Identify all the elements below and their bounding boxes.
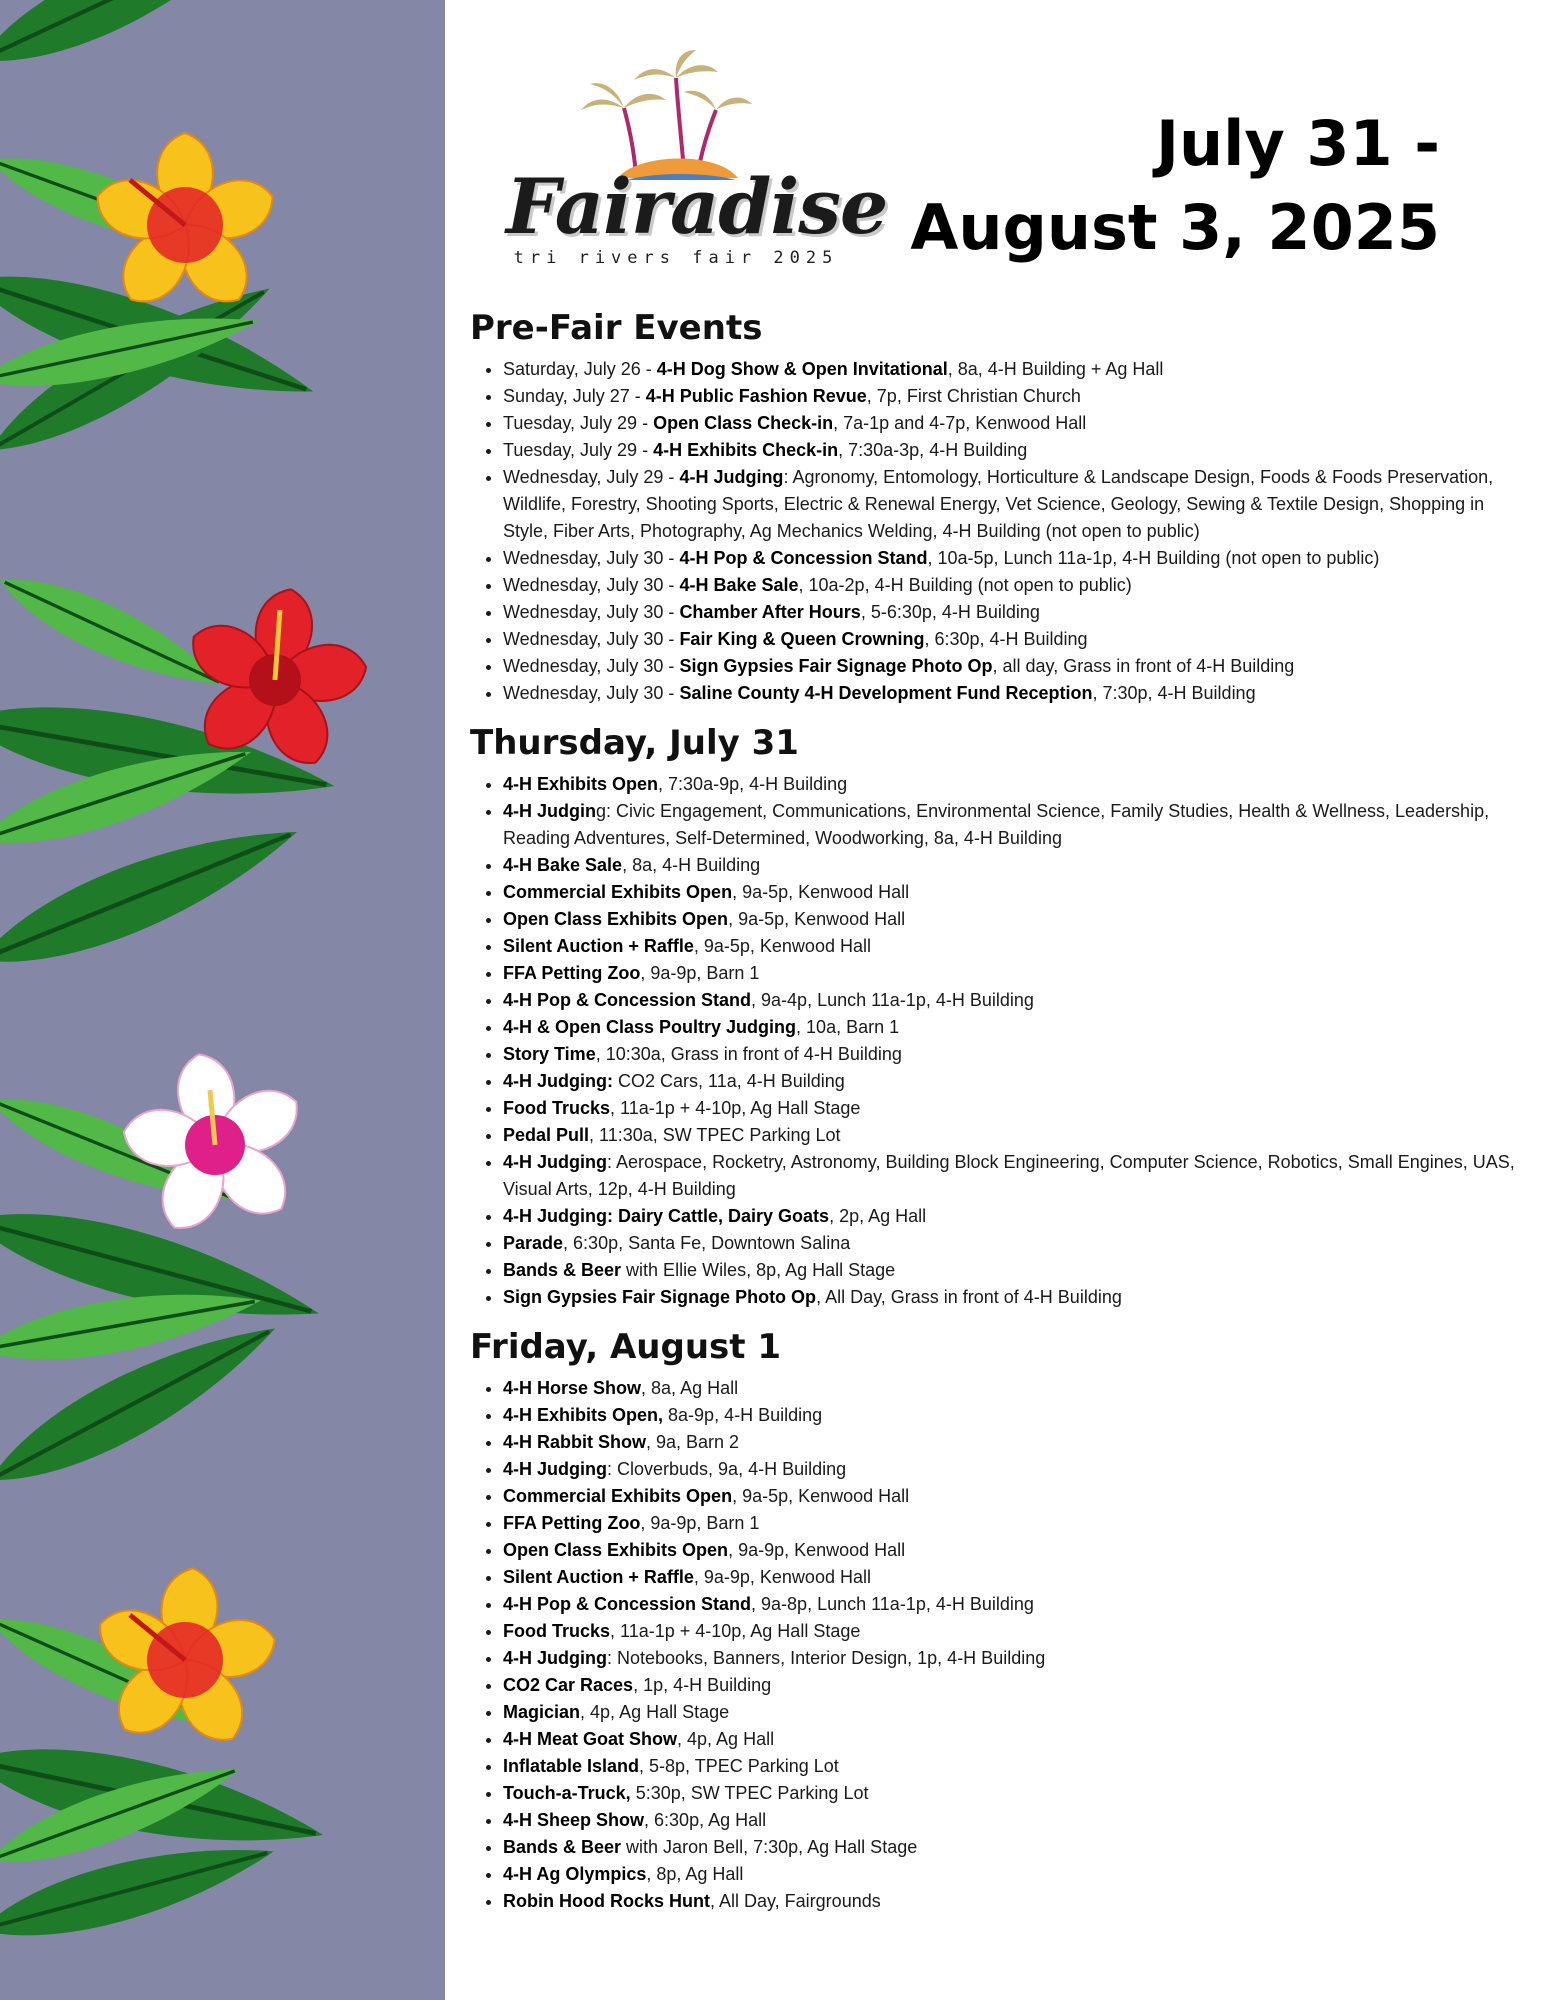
event-name: Commercial Exhibits Open (503, 882, 733, 902)
event-item (503, 1699, 1530, 1726)
event-name: 4-H Judging: Dairy Cattle, Dairy Goats (503, 1206, 830, 1226)
event-details: , 9a-8p, Lunch 11a-1p, 4-H Building (751, 1594, 1034, 1614)
event-details: , 9a, Barn 2 (646, 1432, 740, 1452)
event-name: CO2 Car Races (503, 1675, 634, 1695)
event-details: , 9a-5p, Kenwood Hall (693, 936, 871, 956)
event-name: 4-H Pop & Concession Stand (503, 990, 752, 1010)
event-name: 4-H Sheep Show (503, 1810, 645, 1830)
event-details: , 9a-9p, Barn 1 (640, 963, 760, 983)
schedule (470, 302, 1530, 1925)
event-details: , 7p, First Christian Church (866, 386, 1081, 406)
event-item (503, 1257, 1530, 1284)
event-name: Food Trucks (503, 1098, 611, 1118)
event-details: , 8a, Ag Hall (641, 1378, 739, 1398)
event-name: 4-H & Open Class Poultry Judging (503, 1017, 797, 1037)
event-item (503, 771, 1530, 798)
event-name: 4-H Exhibits Check-in (653, 440, 839, 460)
event-item (503, 356, 1530, 383)
event-item (503, 1834, 1530, 1861)
event-item (503, 1888, 1530, 1915)
main-content (470, 0, 1530, 2000)
event-item (503, 1041, 1530, 1068)
event-details: , 7:30a-9p, 4-H Building (658, 774, 848, 794)
event-name: Fair King & Queen Crowning (679, 629, 925, 649)
event-details: , 6:30p, Santa Fe, Downtown Salina (563, 1233, 851, 1253)
event-item (503, 1807, 1530, 1834)
event-item (503, 1122, 1530, 1149)
event-item (503, 1780, 1530, 1807)
schedule-section (470, 717, 1530, 1311)
event-item (503, 680, 1530, 707)
event-date: Tuesday, July 29 - (503, 440, 654, 460)
event-name: 4-H Judgin (503, 801, 596, 821)
event-name: Robin Hood Rocks Hunt (503, 1891, 710, 1911)
event-item (503, 626, 1530, 653)
event-name: 4-H Exhibits Open, (503, 1405, 664, 1425)
event-item (503, 1537, 1530, 1564)
event-details: , 9a-5p, Kenwood Hall (732, 1486, 910, 1506)
event-details: , 8a, 4-H Building + Ag Hall (947, 359, 1164, 379)
event-item (503, 1203, 1530, 1230)
event-name: Pedal Pull (503, 1125, 590, 1145)
event-item (503, 1429, 1530, 1456)
yellow-hibiscus-icon (89, 133, 281, 316)
event-name: 4-H Dog Show & Open Invitational (656, 359, 948, 379)
event-details: , All Day, Grass in front of 4-H Building (816, 1287, 1122, 1307)
event-details: , 5-6:30p, 4-H Building (860, 602, 1040, 622)
event-details: , 9a-5p, Kenwood Hall (732, 882, 910, 902)
event-name: Inflatable Island (503, 1756, 640, 1776)
event-details: , 2p, Ag Hall (829, 1206, 927, 1226)
event-details: , all day, Grass in front of 4-H Building (992, 656, 1295, 676)
event-name: Silent Auction + Raffle (503, 1567, 694, 1587)
event-item (503, 1861, 1530, 1888)
event-item (503, 1753, 1530, 1780)
event-date: Wednesday, July 30 - (503, 629, 680, 649)
event-details: , 7a-1p and 4-7p, Kenwood Hall (833, 413, 1087, 433)
event-name: 4-H Bake Sale (679, 575, 799, 595)
event-details: : Agronomy, Entomology, Horticulture & Landscape Design, Foods & Foods Preservation, Wildlife, Forestry, Shooting Sports, Electric & Renewal Energy, Vet Science, Geology, Sewing & Textile Design, Shopping in Style, Fiber Arts, Photography, Ag Mechanics Welding, 4-H Building (not open to public) (503, 467, 1494, 541)
event-item (503, 464, 1530, 545)
event-details: 5:30p, SW TPEC Parking Lot (630, 1783, 869, 1803)
event-name: 4-H Pop & Concession Stand (503, 1594, 752, 1614)
event-item (503, 383, 1530, 410)
date-line-1: July 31 - (1155, 107, 1440, 180)
event-item (503, 653, 1530, 680)
event-item (503, 906, 1530, 933)
event-name: 4-H Judging (503, 1152, 607, 1172)
event-details: , 8a, 4-H Building (622, 855, 761, 875)
event-item (503, 1456, 1530, 1483)
event-name: Silent Auction + Raffle (503, 936, 694, 956)
event-details: g: Civic Engagement, Communications, Environmental Science, Family Studies, Health & Wellness, Leadership, Reading Adventures, Self-Determined, Woodworking, 8a, 4-H Building (503, 801, 1490, 848)
event-item (503, 852, 1530, 879)
event-name: Open Class Check-in (653, 413, 834, 433)
event-details: , 11a-1p + 4-10p, Ag Hall Stage (610, 1098, 861, 1118)
event-date: Tuesday, July 29 - (503, 413, 654, 433)
event-details: , 9a-9p, Kenwood Hall (728, 1540, 906, 1560)
event-item (503, 1230, 1530, 1257)
event-details: CO2 Cars, 11a, 4-H Building (613, 1071, 845, 1091)
event-details: , 10a, Barn 1 (796, 1017, 900, 1037)
event-list (470, 356, 1530, 707)
event-name: Bands & Beer (503, 1260, 622, 1280)
event-date: Wednesday, July 30 - (503, 602, 680, 622)
event-item (503, 1014, 1530, 1041)
event-details: , 6:30p, Ag Hall (644, 1810, 767, 1830)
event-date: Wednesday, July 30 - (503, 656, 680, 676)
event-details: , 9a-9p, Kenwood Hall (693, 1567, 871, 1587)
event-details: , 6:30p, 4-H Building (924, 629, 1088, 649)
event-name: Chamber After Hours (679, 602, 861, 622)
event-item (503, 1284, 1530, 1311)
schedule-section (470, 1321, 1530, 1915)
event-date: Saturday, July 26 - (503, 359, 657, 379)
event-item (503, 1483, 1530, 1510)
event-name: Bands & Beer (503, 1837, 622, 1857)
event-name: 4-H Judging: (503, 1071, 613, 1091)
event-item (503, 1726, 1530, 1753)
event-details: , 9a-5p, Kenwood Hall (728, 909, 906, 929)
event-details: , 5-8p, TPEC Parking Lot (639, 1756, 839, 1776)
event-item (503, 1149, 1530, 1203)
event-dates (910, 102, 1440, 270)
event-item (503, 1375, 1530, 1402)
event-name: Food Trucks (503, 1621, 611, 1641)
event-item (503, 1510, 1530, 1537)
event-list (470, 1375, 1530, 1915)
event-item (503, 599, 1530, 626)
event-item (503, 1618, 1530, 1645)
palm-island-icon (506, 50, 846, 180)
event-date: Wednesday, July 30 - (503, 548, 680, 568)
event-details: , 4p, Ag Hall Stage (580, 1702, 730, 1722)
event-item (503, 1095, 1530, 1122)
event-name: Open Class Exhibits Open (503, 909, 729, 929)
section-heading: Friday, August 1 (470, 1327, 782, 1367)
event-item (503, 437, 1530, 464)
yellow-hibiscus-icon (89, 1566, 280, 1753)
event-details: , 11a-1p + 4-10p, Ag Hall Stage (610, 1621, 861, 1641)
event-name: Story Time (503, 1044, 596, 1064)
event-item (503, 960, 1530, 987)
event-details: , 7:30a-3p, 4-H Building (838, 440, 1028, 460)
event-details: , 10:30a, Grass in front of 4-H Building (595, 1044, 902, 1064)
section-heading: Thursday, July 31 (470, 723, 799, 763)
event-details: , All Day, Fairgrounds (709, 1891, 881, 1911)
event-name: 4-H Rabbit Show (503, 1432, 646, 1452)
event-name: 4-H Judging (503, 1648, 607, 1668)
event-details: : Notebooks, Banners, Interior Design, 1p, 4-H Building (607, 1648, 1046, 1668)
section-heading: Pre-Fair Events (470, 308, 763, 348)
event-list (470, 771, 1530, 1311)
event-item (503, 410, 1530, 437)
event-name: 4-H Judging (503, 1459, 607, 1479)
logo-title: Fairadise (506, 162, 888, 251)
event-name: FFA Petting Zoo (503, 1513, 641, 1533)
date-line-2: August 3, 2025 (910, 191, 1440, 264)
schedule-section (470, 302, 1530, 707)
event-details: , 11:30a, SW TPEC Parking Lot (589, 1125, 841, 1145)
event-name: Touch-a-Truck, (503, 1783, 631, 1803)
logo-tagline: tri rivers fair 2025 (513, 248, 839, 268)
event-item (503, 1402, 1530, 1429)
event-name: 4-H Bake Sale (503, 855, 623, 875)
event-details: : Aerospace, Rocketry, Astronomy, Building Block Engineering, Computer Science, Robotics, Small Engines, UAS, Visual Arts, 12p, 4-H Building (503, 1152, 1515, 1199)
event-details: , 8p, Ag Hall (646, 1864, 744, 1884)
event-name: Magician (503, 1702, 581, 1722)
event-details: , 9a-4p, Lunch 11a-1p, 4-H Building (751, 990, 1034, 1010)
event-name: 4-H Ag Olympics (503, 1864, 647, 1884)
event-name: 4-H Pop & Concession Stand (679, 548, 928, 568)
event-details: , 1p, 4-H Building (633, 1675, 772, 1695)
event-item (503, 1591, 1530, 1618)
event-details: with Ellie Wiles, 8p, Ag Hall Stage (621, 1260, 896, 1280)
event-item (503, 1672, 1530, 1699)
event-name: Open Class Exhibits Open (503, 1540, 729, 1560)
tropical-leaves-illustration (0, 0, 445, 2000)
event-details: , 10a-5p, Lunch 11a-1p, 4-H Building (not open to public) (927, 548, 1380, 568)
event-item (503, 798, 1530, 852)
event-date: Wednesday, July 30 - (503, 683, 680, 703)
event-item (503, 987, 1530, 1014)
event-item (503, 1068, 1530, 1095)
event-name: 4-H Meat Goat Show (503, 1729, 678, 1749)
event-item (503, 1564, 1530, 1591)
event-name: 4-H Horse Show (503, 1378, 642, 1398)
event-details: , 4p, Ag Hall (677, 1729, 775, 1749)
event-date: Wednesday, July 29 - (503, 467, 680, 487)
event-name: FFA Petting Zoo (503, 963, 641, 983)
event-date: Wednesday, July 30 - (503, 575, 680, 595)
event-name: 4-H Judging (679, 467, 784, 487)
event-name: 4-H Exhibits Open (503, 774, 659, 794)
event-item (503, 933, 1530, 960)
event-name: 4-H Public Fashion Revue (645, 386, 867, 406)
event-item (503, 545, 1530, 572)
tropical-sidebar (0, 0, 445, 2000)
event-item (503, 572, 1530, 599)
event-details: with Jaron Bell, 7:30p, Ag Hall Stage (621, 1837, 918, 1857)
fairadise-logo (506, 50, 888, 280)
event-name: Saline County 4-H Development Fund Reception (679, 683, 1093, 703)
event-item (503, 1645, 1530, 1672)
pink-hibiscus-icon (120, 1050, 309, 1240)
event-name: Commercial Exhibits Open (503, 1486, 733, 1506)
event-details: 8a-9p, 4-H Building (663, 1405, 823, 1425)
event-details: , 9a-9p, Barn 1 (640, 1513, 760, 1533)
event-details: : Cloverbuds, 9a, 4-H Building (607, 1459, 847, 1479)
event-date: Sunday, July 27 - (503, 386, 646, 406)
event-item (503, 879, 1530, 906)
event-name: Parade (503, 1233, 564, 1253)
event-name: Sign Gypsies Fair Signage Photo Op (679, 656, 993, 676)
event-details: , 10a-2p, 4-H Building (not open to public) (798, 575, 1132, 595)
event-name: Sign Gypsies Fair Signage Photo Op (503, 1287, 817, 1307)
event-details: , 7:30p, 4-H Building (1092, 683, 1256, 703)
